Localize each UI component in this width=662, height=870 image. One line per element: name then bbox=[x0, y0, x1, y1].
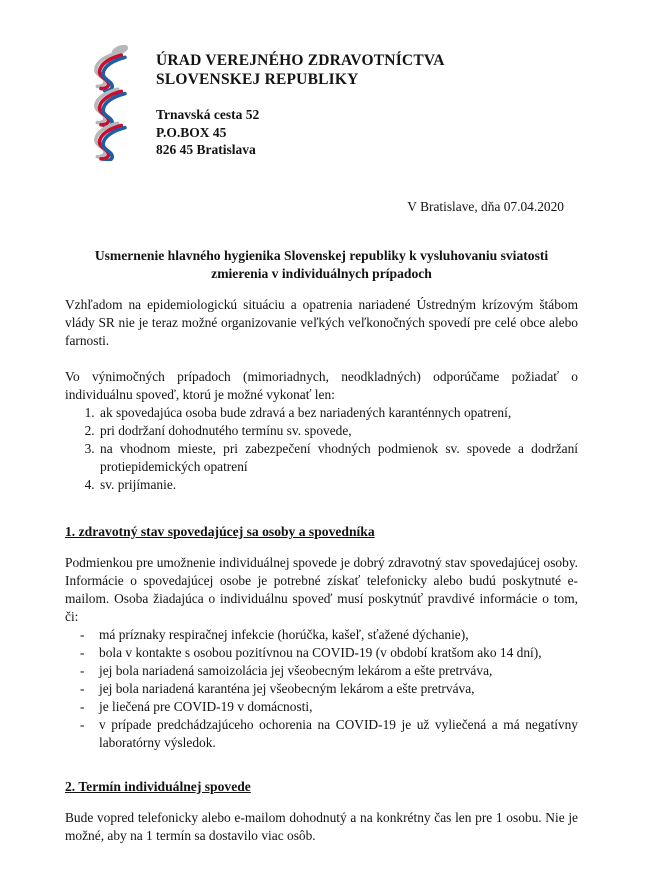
numbered-list-item: 1. ak spovedajúca osoba bude zdravá a bez nariadených karanténnych opatrení, bbox=[98, 404, 578, 422]
dash-list-item: - bola v kontakte s osobou pozitívnou na COVID-19 (v období kratšom ako 14 dní), bbox=[99, 644, 578, 662]
dash-list-item: - jej bola nariadená karanténa jej všeobecným lekárom a ešte pretrváva, bbox=[99, 680, 578, 698]
section-2-heading: 2. Termín individuálnej spovede bbox=[65, 779, 251, 794]
letterhead bbox=[65, 45, 578, 161]
dash-list-item: - má príznaky respiračnej infekcie (horúčka, kašeľ, sťažené dýchanie), bbox=[99, 626, 578, 644]
section-1-paragraph: Podmienkou pre umožnenie individuálnej spovede je dobrý zdravotný stav spovedajúcej osoby. Informácie o spovedajúcej osobe je potrebné získať telefonicky alebo budú poskytnuté e-mailom. Osoba žiadajúca o individuálnu spoveď musí poskytnúť pravdivé informácie o tom, či: bbox=[65, 555, 578, 624]
numbered-list-item: 2. pri dodržaní dohodnutého termínu sv. spovede, bbox=[98, 422, 578, 440]
org-block bbox=[156, 51, 445, 159]
numbered-list-item: 3. na vhodnom mieste, pri zabezpečení vhodných podmienok sv. spovede a dodržaní protiepidemických opatrení bbox=[98, 440, 578, 476]
section-2-paragraph: Bude vopred telefonicky alebo e-mailom dohodnutý a na konkrétny čas len pre 1 osobu. Nie je možné, aby na 1 termín sa dostavilo viac osôb. bbox=[65, 810, 578, 843]
conditions-numbered-list bbox=[65, 404, 578, 494]
document-title: Usmernenie hlavného hygienika Slovenskej republiky k vysluhovaniu sviatosti zmierenia v individuálnych prípadoch bbox=[94, 248, 549, 281]
address-pobox: P.O.BOX 45 bbox=[156, 124, 227, 140]
numbered-list-item: 4. sv. prijímanie. bbox=[98, 476, 578, 494]
section-1-heading: 1. zdravotný stav spovedajúcej sa osoby a spovedníka bbox=[65, 524, 375, 539]
date-line: V Bratislave, dňa 07.04.2020 bbox=[407, 199, 564, 214]
dash-list-item: - je liečená pre COVID-19 v domácnosti, bbox=[99, 698, 578, 716]
org-name-line1: ÚRAD VEREJNÉHO ZDRAVOTNÍCTVA bbox=[156, 52, 445, 69]
dash-list-item: - v prípade predchádzajúceho ochorenia na COVID-19 je už vyliečená a má negatívny laboratórny výsledok. bbox=[99, 716, 578, 752]
address-street: Trnavská cesta 52 bbox=[156, 107, 260, 122]
intro-paragraph: Vzhľadom na epidemiologickú situáciu a opatrenia nariadené Ústredným krízovým štábom vlády SR nie je teraz možné organizovanie veľkých veľkonočných spovedí pre celé obce alebo farnosti. bbox=[65, 297, 578, 348]
dash-list-item: - jej bola nariadená samoizolácia jej všeobecným lekárom a ešte pretrváva, bbox=[99, 662, 578, 680]
conditions-intro-paragraph: Vo výnimočných prípadoch (mimoriadnych, neodkladných) odporúčame požiadať o individuálnu spoveď, ktorú je možné vykonať len: bbox=[65, 369, 578, 402]
uvz-logo-icon bbox=[88, 45, 130, 161]
org-address bbox=[156, 106, 445, 159]
section-1-dash-list bbox=[65, 626, 578, 752]
address-city: 826 45 Bratislava bbox=[156, 142, 256, 157]
org-name-line2: SLOVENSKEJ REPUBLIKY bbox=[156, 71, 359, 88]
